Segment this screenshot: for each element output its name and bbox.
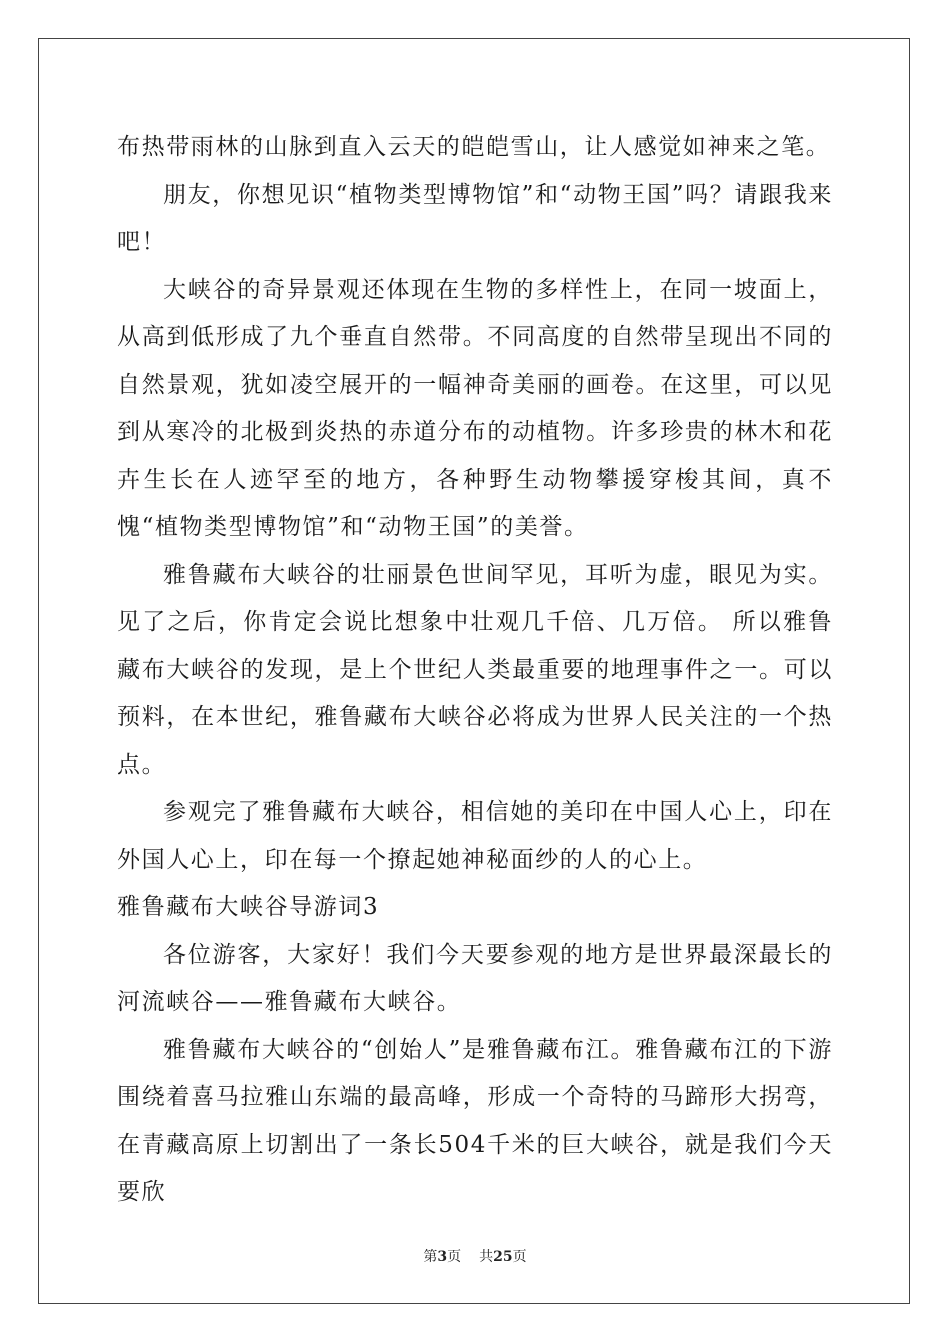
paragraph: 雅鲁藏布大峡谷的壮丽景色世间罕见，耳听为虚，眼见为实。见了之后，你肯定会说比想象中壮观几千倍、几万倍。 所以雅鲁藏布大峡谷的发现，是上个世纪人类最重要的地理事件之一。可以预料，在本世纪，雅鲁藏布大峡谷必将成为世界人民关注的一个热点。 [117, 561, 833, 778]
total-label-prefix: 共 [479, 1249, 494, 1265]
paragraph: 雅鲁藏布大峡谷的“创始人”是雅鲁藏布江。雅鲁藏布江的下游围绕着喜马拉雅山东端的最高峰，形成一个奇特的马蹄形大拐弯，在青藏高原上切割出了一条长504千米的巨大峡谷，就是我们今天要欣 [117, 1036, 833, 1205]
paragraph: 各位游客，大家好！我们今天要参观的地方是世界最深最长的河流峡谷——雅鲁藏布大峡谷。 [117, 941, 833, 1015]
paragraph: 大峡谷的奇异景观还体现在生物的多样性上，在同一坡面上，从高到低形成了九个垂直自然带。不同高度的自然带呈现出不同的自然景观，犹如凌空展开的一幅神奇美丽的画卷。在这里，可以见到从寒冷的北极到炎热的赤道分布的动植物。许多珍贵的林木和花卉生长在人迹罕至的地方，各种野生动物攀援穿梭其间，真不愧“植物类型博物馆”和“动物王国”的美誉。 [117, 276, 833, 540]
paragraph: 参观完了雅鲁藏布大峡谷，相信她的美印在中国人心上，印在外国人心上，印在每一个撩起她神秘面纱的人的心上。 [117, 799, 833, 873]
paragraph: 朋友，你想见识“植物类型博物馆”和“动物王国”吗？请跟我来吧！ [117, 181, 833, 255]
document-body [117, 124, 833, 1217]
current-page-number: 3 [437, 1249, 448, 1265]
page-footer [0, 1246, 950, 1266]
section-heading: 雅鲁藏布大峡谷导游词3 [117, 894, 380, 920]
page-label-prefix: 第 [423, 1249, 438, 1265]
total-label-suffix: 页 [512, 1249, 527, 1265]
paragraph: 布热带雨林的山脉到直入云天的皑皑雪山，让人感觉如神来之笔。 [117, 134, 831, 160]
total-page-count: 25 [493, 1249, 513, 1265]
page-label-word: 页 [447, 1249, 462, 1265]
